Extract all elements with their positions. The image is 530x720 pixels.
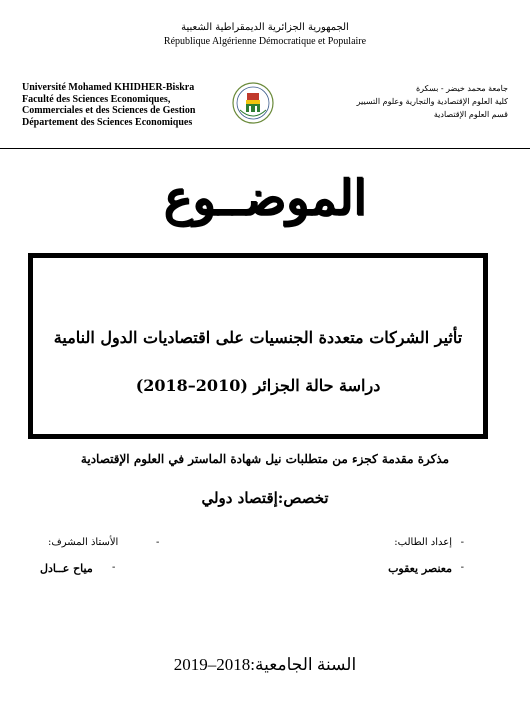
page-title: الموضــوع — [163, 170, 367, 226]
university-line: Université Mohamed KHIDHER-Biskra — [22, 82, 195, 93]
republic-arabic: الجمهورية الجزائرية الديمقراطية الشعبية — [181, 22, 349, 33]
supervisor-name-bullet: - — [112, 562, 116, 573]
department-line: Département des Sciences Economiques — [22, 116, 193, 128]
faculty-line-2: Commerciales et des Sciences de Gestion — [22, 105, 196, 116]
university-line-ar: جامعة محمد خيضر - بسكرة — [415, 84, 508, 93]
thesis-subtitle: دراسة حالة الجزائر (2010–2018) — [135, 376, 381, 395]
department-line-ar: قسم العلوم الإقتصادية — [433, 110, 508, 119]
university-arabic-block — [348, 82, 508, 121]
supervisor-name: مياح عــادل — [40, 562, 93, 575]
student-name: معنصر يعقوب — [388, 562, 452, 575]
university-french-block — [22, 82, 232, 128]
university-logo — [232, 82, 274, 124]
faculty-line-ar: كلية العلوم الإقتصادية والتجارية وعلوم التسيير — [356, 97, 508, 106]
republic-french: République Algérienne Démocratique et Populaire — [163, 36, 367, 47]
student-label: إعداد الطالب: — [394, 537, 452, 548]
student-bullet: - — [460, 537, 464, 548]
supervisor-label: الأستاذ المشرف: — [48, 537, 119, 548]
thesis-title: تأثير الشركات متعددة الجنسيات على اقتصاديات الدول النامية — [53, 328, 463, 347]
supervisor-bullet: - — [156, 537, 160, 548]
faculty-line: Faculté des Sciences Economiques, — [22, 93, 171, 105]
academic-year: السنة الجامعية:2018–2019 — [173, 655, 357, 674]
student-name-bullet: - — [460, 562, 464, 573]
header-divider — [0, 148, 530, 149]
specialization: تخصص:إقتصاد دولي — [201, 489, 329, 507]
memo-statement: مذكرة مقدمة كجزء من متطلبات نيل شهادة الماستر في العلوم الإقتصادية — [80, 452, 450, 466]
topic-box — [28, 253, 488, 439]
